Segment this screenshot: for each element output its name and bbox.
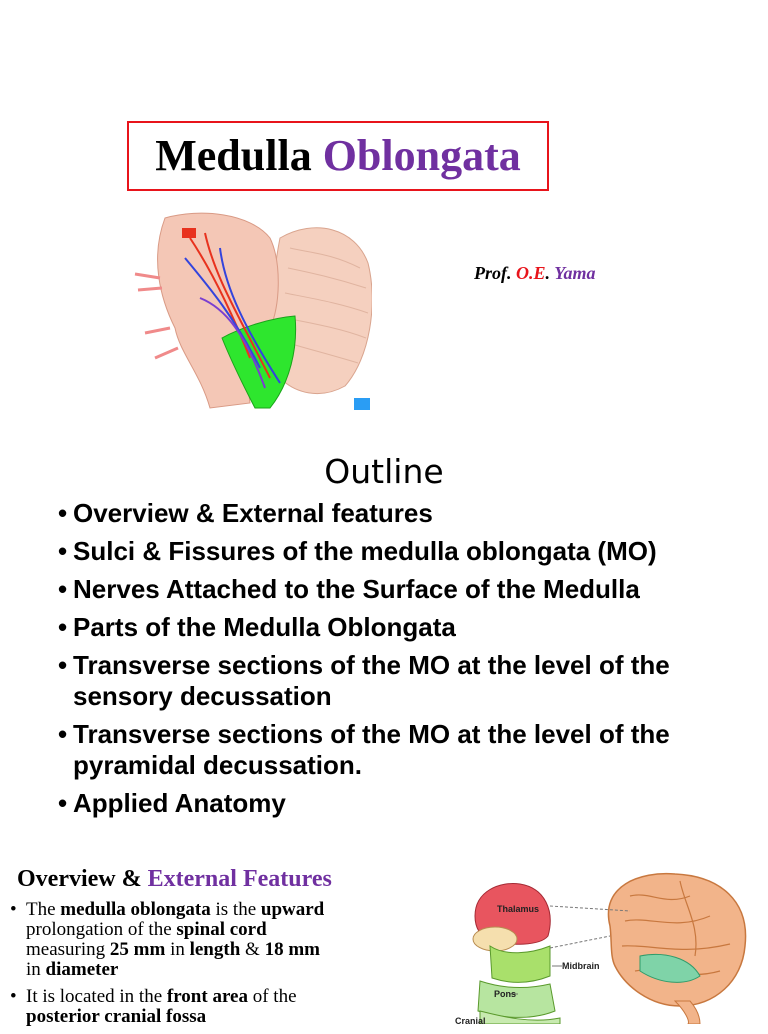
outline-item: • Sulci & Fissures of the medulla oblongata (MO) [58,536,748,567]
author-name: Yama [554,263,596,283]
title-part2: Oblongata [322,131,521,180]
label-cranial: Cranial [455,1016,486,1024]
outline-heading: Outline [324,452,444,491]
outline-item: • Overview & External features [58,498,748,529]
brain-sagittal-illustration [450,866,768,1024]
label-pons: Pons [494,989,517,999]
title-box [127,121,549,191]
outline-item: • Parts of the Medulla Oblongata [58,612,748,643]
author-prefix: Prof. [474,263,512,283]
overview-bullet-2: • It is located in the front area of the posterior cranial fossa [10,987,330,1027]
author-initials: O.E [516,263,546,283]
outline-item: • Transverse sections of the MO at the level of the pyramidal decussation. [58,719,748,781]
overview-heading [17,866,332,893]
overview-heading-part2: External Features [147,866,332,892]
outline-list [58,498,748,826]
outline-item: • Transverse sections of the MO at the level of the sensory decussation [58,650,748,712]
author-credit [474,263,596,284]
overview-bullet-1: • The medulla oblongata is the upward prolongation of the spinal cord measuring 25 mm in length & 18 mm in diameter [10,900,330,980]
label-midbrain: Midbrain [562,961,600,971]
title-part1: Medulla [155,131,312,180]
overview-bullets [10,900,330,1034]
label-thalamus: Thalamus [497,904,540,914]
overview-heading-part1: Overview & [17,866,142,892]
author-dot: . [545,263,551,283]
brainstem-illustration [130,208,372,416]
outline-item: • Nerves Attached to the Surface of the Medulla [58,574,748,605]
outline-item: • Applied Anatomy [58,788,748,819]
